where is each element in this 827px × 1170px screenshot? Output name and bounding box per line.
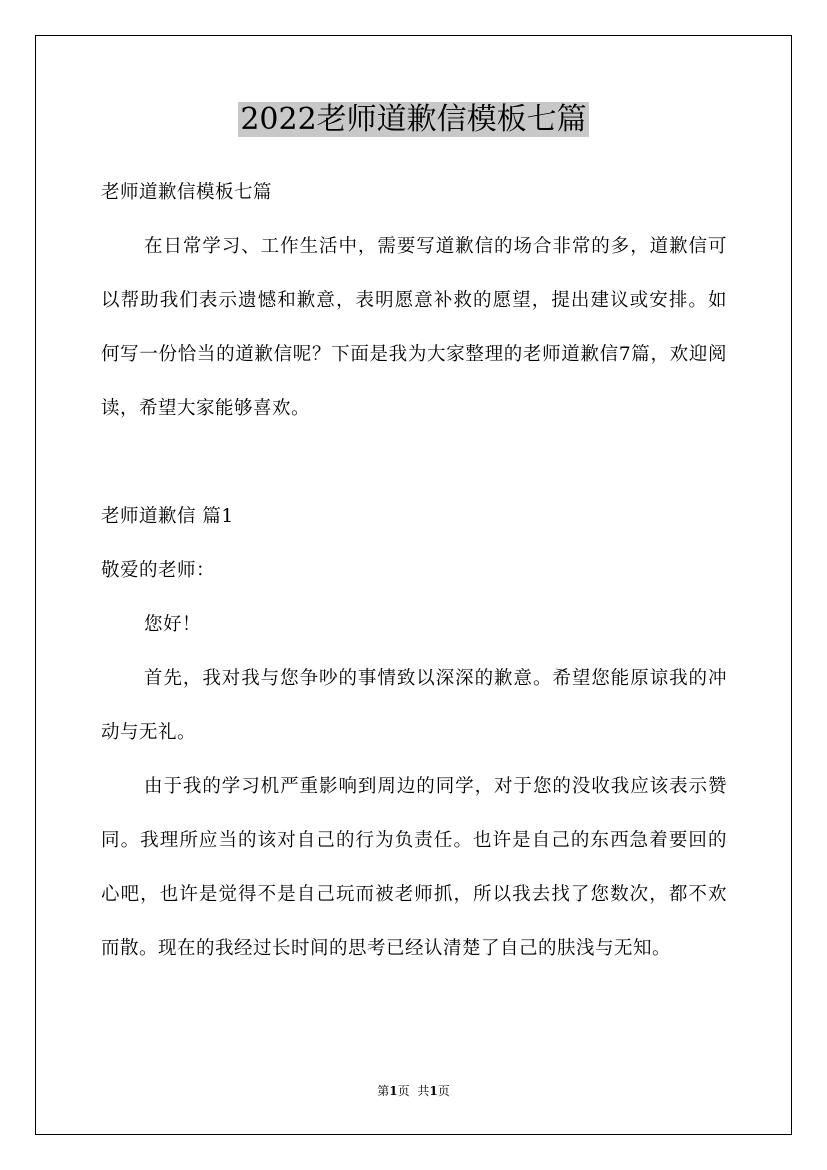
page-footer xyxy=(0,1083,827,1099)
letter-paragraph-2: 由于我的学习机严重影响到周边的同学，对于您的没收我应该表示赞同。我理所应当的该对自己的行为负责任。也许是自己的东西急着要回的心吧，也许是觉得不是自己玩而被老师抓，所以我去找了您数次，都不欢而散。现在的我经过长时间的思考已经认清楚了自己的肤浅与无知。 xyxy=(101,776,727,959)
total-label-suffix: 页 xyxy=(437,1084,450,1098)
total-pages: 1 xyxy=(429,1084,438,1098)
letter-paragraph-1: 首先，我对我与您争吵的事情致以深深的歉意。希望您能原谅我的冲动与无礼。 xyxy=(101,668,727,743)
document-subtitle: 老师道歉信模板七篇 xyxy=(101,182,273,203)
section-heading: 老师道歉信 篇1 xyxy=(101,506,234,527)
document-title-text: 2022老师道歉信模板七篇 xyxy=(240,102,587,137)
page-label-prefix: 第 xyxy=(377,1084,390,1098)
intro-paragraph: 在日常学习、工作生活中，需要写道歉信的场合非常的多，道歉信可以帮助我们表示遗憾和歉意，表明愿意补救的愿望，提出建议或安排。如何写一份恰当的道歉信呢？下面是我为大家整理的老师道歉信7篇，欢迎阅读，希望大家能够喜欢。 xyxy=(101,236,727,419)
total-label-prefix: 共 xyxy=(417,1084,430,1098)
page-number: 1 xyxy=(389,1084,398,1098)
document-title xyxy=(0,100,827,140)
letter-salutation: 敬爱的老师： xyxy=(101,560,216,581)
page-label-suffix: 页 xyxy=(397,1084,410,1098)
letter-greeting: 您好！ xyxy=(144,614,202,635)
